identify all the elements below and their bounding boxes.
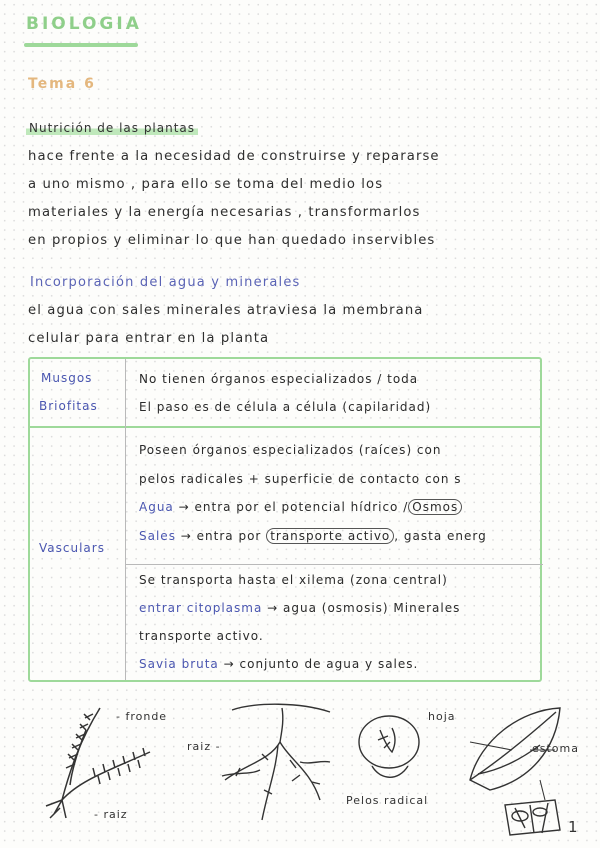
paragraph-line: en propios y eliminar lo que han quedado inservibles — [28, 233, 436, 248]
paragraph-line: celular para entrar en la planta — [28, 331, 270, 346]
savia-label: Savia bruta — [139, 657, 219, 671]
entrar-label: entrar citoplasma — [139, 601, 263, 615]
label-estoma: estoma — [532, 742, 579, 755]
label-briofitas: Briofitas — [39, 399, 98, 413]
arrow-icon: → — [223, 657, 235, 671]
savia-text: conjunto de agua y sales. — [239, 657, 419, 671]
tema-heading: Tema 6 — [28, 76, 96, 92]
osmosis-circled: Osmos — [408, 499, 462, 515]
root-drawing — [222, 704, 330, 820]
sales-label: Sales — [139, 529, 176, 543]
leaf-drawing — [470, 708, 560, 835]
arrow-icon: → — [267, 601, 279, 615]
vasc-line-1: Poseen órganos especializados (raíces) con — [139, 443, 442, 457]
vasc-line-savia — [139, 657, 418, 671]
page-number: 1 — [568, 818, 578, 836]
label-fronde: - fronde — [116, 710, 168, 723]
label-pelos-radical: Pelos radical — [346, 794, 429, 807]
label-vasculars: Vasculars — [39, 541, 105, 555]
musgos-text-1: No tienen órganos especializados / toda — [139, 372, 419, 386]
column-divider — [125, 359, 126, 680]
section-heading-agua: Incorporación del agua y minerales — [30, 275, 301, 290]
sales-text: entra por — [196, 529, 262, 543]
vasc-line-2: pelos radicales + superficie de contacto con s — [139, 472, 462, 486]
page-title: BIOLOGIA — [26, 14, 142, 34]
row-divider — [30, 426, 540, 428]
label-raiz-moss: - raiz — [94, 808, 128, 821]
paragraph-line: hace frente a la necesidad de construirse y repararse — [28, 149, 440, 164]
vasc-line-7: transporte activo. — [139, 629, 264, 643]
label-hoja: hoja — [428, 710, 456, 723]
arrow-icon: → — [180, 529, 192, 543]
inner-divider — [125, 564, 543, 565]
paragraph-line: el agua con sales minerales atraviesa la membrana — [28, 303, 424, 318]
musgos-text-2: El paso es de célula a célula (capilaridad) — [139, 400, 432, 414]
plant-drawings — [0, 690, 600, 848]
label-musgos: Musgos — [41, 371, 93, 385]
transporte-activo-circled: transporte activo — [266, 528, 394, 544]
paragraph-line: a uno mismo , para ello se toma del medio los — [28, 177, 384, 192]
vasc-line-5: Se transporta hasta el xilema (zona central) — [139, 573, 448, 587]
paragraph-line: materiales y la energía necesarias , transformarlos — [28, 205, 421, 220]
title-underline — [24, 43, 138, 47]
vasc-line-agua — [139, 500, 462, 514]
sales-tail: , gasta energ — [394, 529, 487, 543]
vasc-line-sales — [139, 529, 487, 543]
hair-cell-drawing — [359, 716, 419, 777]
agua-text: entra por el potencial hídrico / — [194, 500, 409, 514]
arrow-icon: → — [178, 500, 190, 514]
moss-drawing — [46, 708, 150, 818]
agua-label: Agua — [139, 500, 174, 514]
label-raiz-root: raiz - — [187, 740, 221, 753]
entrar-text: agua (osmosis) Minerales — [283, 601, 461, 615]
drawings-area — [0, 690, 600, 848]
section-heading-nutricion: Nutrición de las plantas — [26, 121, 198, 135]
vasc-line-entrar — [139, 601, 460, 615]
comparison-table — [28, 357, 542, 682]
